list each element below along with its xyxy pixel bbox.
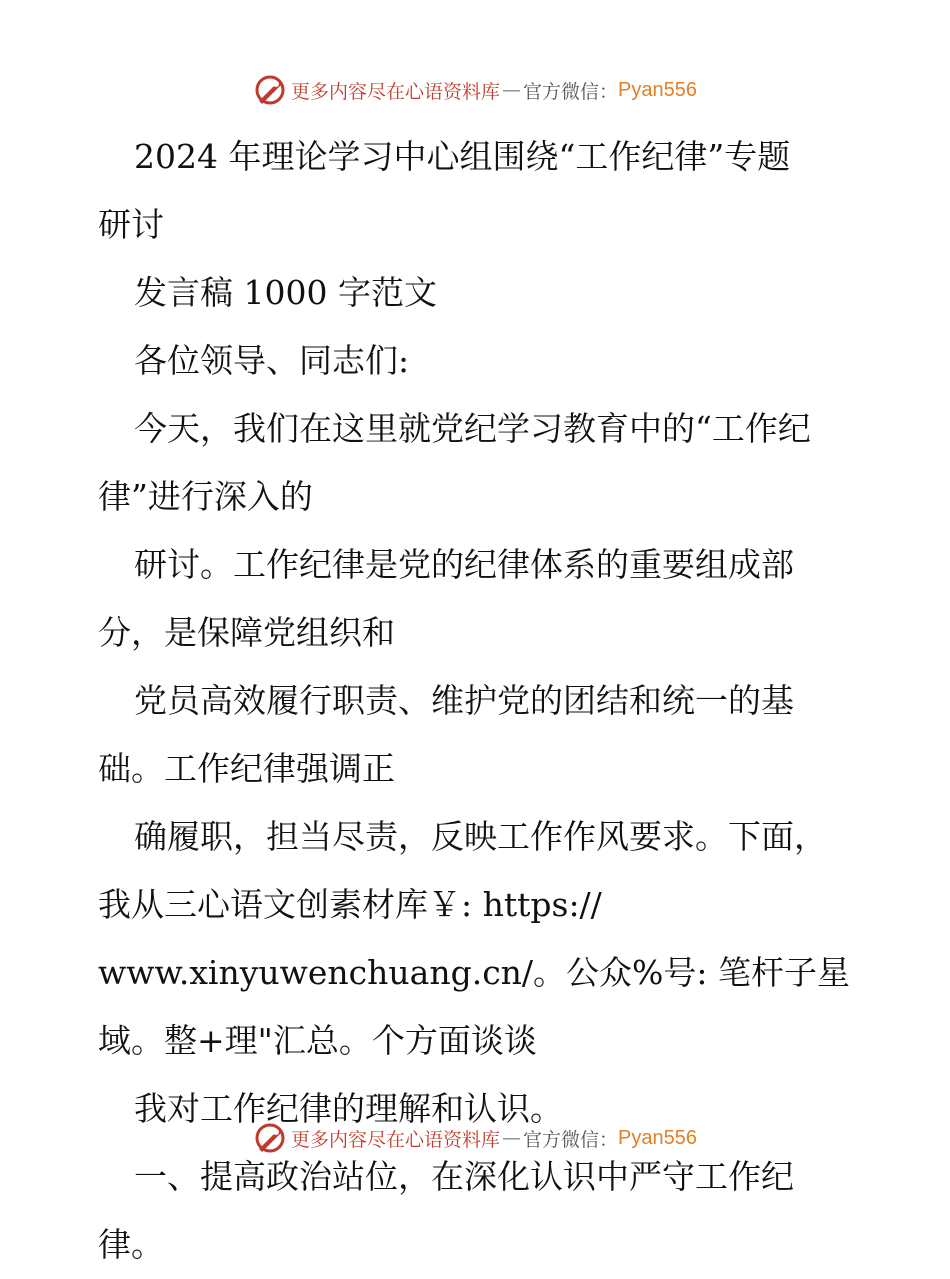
document-body [98,123,858,1279]
text-line: 党员高效履行职责、维护党的团结和统一的基 [134,681,794,720]
footer-wechat-id: Pyan556 [618,1126,697,1149]
header-wechat-id: Pyan556 [618,78,697,101]
footer-site-text: 更多内容尽在心语资料库 [291,1128,501,1151]
text-line: 律”进行深入的 [98,477,313,516]
text-line: 各位领导、同志们: [134,341,410,380]
text-line: 确履职，担当尽责，反映工作作风要求。下面， [134,817,827,856]
text-line: 域。整+理"汇总。个方面谈谈 [98,1021,537,1060]
pen-logo-icon [253,1121,287,1155]
text-line: 发言稿 1000 字范文 [134,273,437,312]
text-line: www.xinyuwenchuang.cn/。公众%号: 笔杆子星 [98,953,851,992]
text-line: 今天，我们在这里就党纪学习教育中的“工作纪 [134,409,811,448]
text-line: 我对工作纪律的理解和认识。 [134,1089,563,1128]
text-line: 我从三心语文创素材库￥: https:// [98,885,602,924]
footer-wechat-label: 官方微信： [523,1128,619,1151]
footer-watermark [0,1118,950,1158]
footer-dash: — [502,1127,522,1149]
text-line: 2024 年理论学习中心组围绕“工作纪律”专题 [134,137,791,176]
header-watermark [0,70,950,110]
header-wechat-label: 官方微信： [523,80,619,103]
pen-logo-icon [253,73,287,107]
text-line: 分，是保障党组织和 [98,613,395,652]
text-line: 础。工作纪律强调正 [98,749,395,788]
text-line: 一、提高政治站位，在深化认识中严守工作纪 [134,1157,794,1196]
header-dash: — [502,79,522,101]
header-site-text: 更多内容尽在心语资料库 [291,80,501,103]
text-line: 研讨 [98,205,164,244]
text-line: 研讨。工作纪律是党的纪律体系的重要组成部 [134,545,794,584]
text-line: 律。 [98,1225,164,1264]
